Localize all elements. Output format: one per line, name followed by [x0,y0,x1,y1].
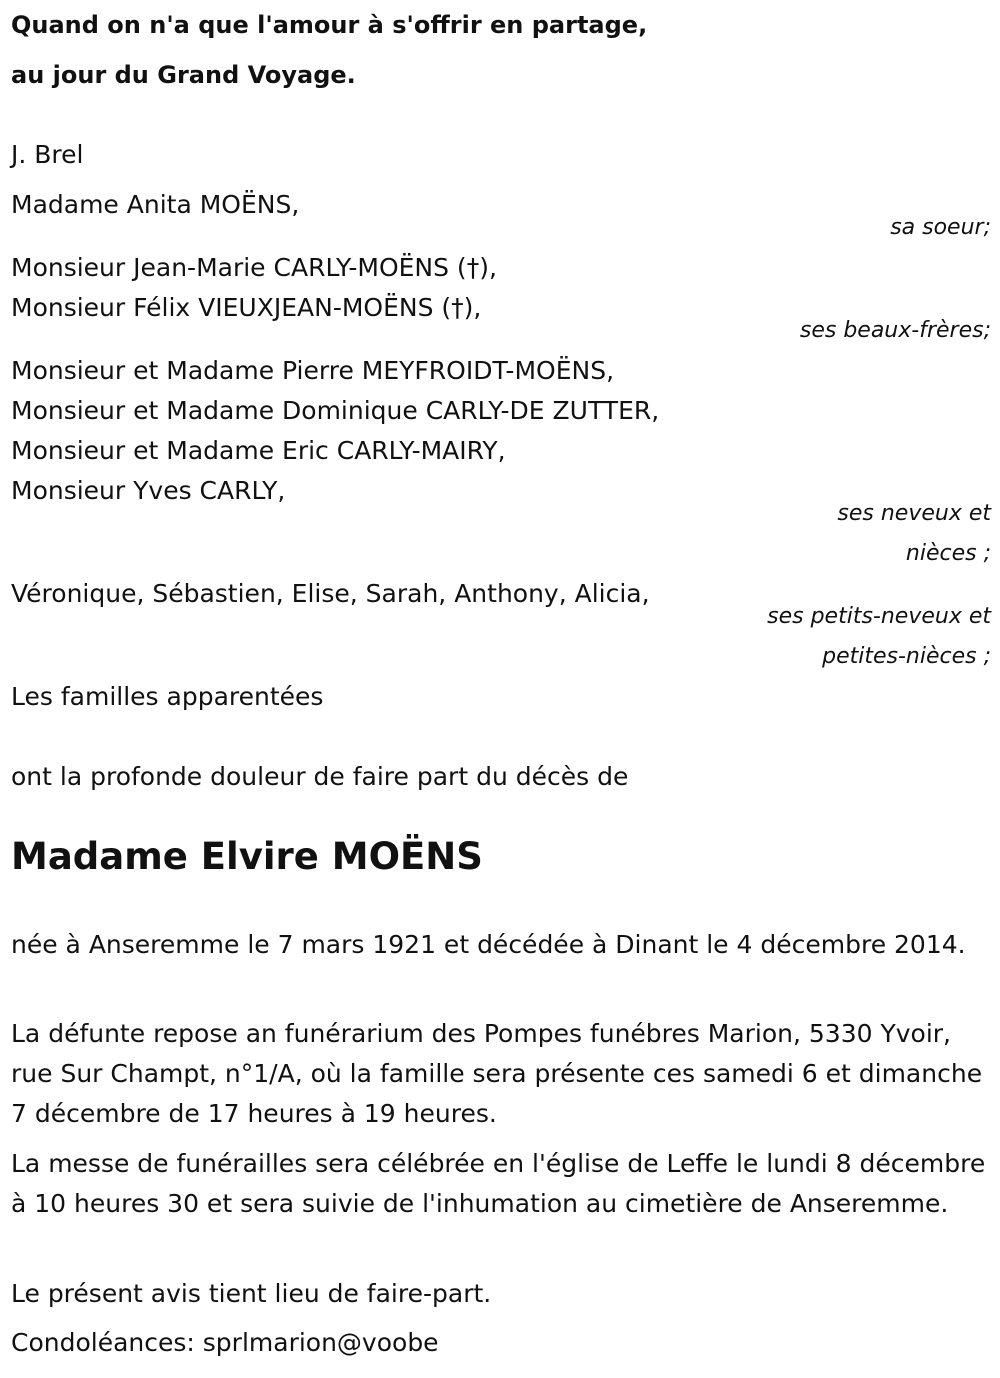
family-name: Monsieur et Madame Pierre MEYFROIDT-MOËNS, [11,356,615,385]
deceased-name: Madame Elvire MOËNS [11,835,483,878]
quote-line-2: au jour du Grand Voyage. [11,61,356,89]
family-name: Monsieur Félix VIEUXJEAN-MOËNS (†), [11,293,482,322]
relation-label: petites-nièces ; [822,644,991,669]
relation-label: ses neveux et [837,501,991,526]
family-name: Monsieur Yves CARLY, [11,476,286,505]
funerarium-paragraph: La défunte repose an funérarium des Pompes funébres Marion, 5330 Yvoir, rue Sur Champt, n°1/A, où la famille sera présente ces samedi 6 et dimanche 7 décembre de 17 heures à 19 heures. [11,1019,983,1128]
relation-label: ses beaux-frères; [799,318,991,343]
family-name: Madame Anita MOËNS, [11,190,300,219]
family-name: Monsieur et Madame Dominique CARLY-DE ZUTTER, [11,396,660,425]
announcement-text: ont la profonde douleur de faire part du décès de [11,762,629,791]
family-name: Monsieur Jean-Marie CARLY-MOËNS (†), [11,253,497,282]
obituary-notice [11,0,991,1378]
condolences-paragraph: Condoléances: sprlmarion@voobe [11,1328,439,1357]
quote-author: J. Brel [11,140,84,169]
relation-label: nièces ; [905,541,991,566]
relation-label: ses petits-neveux et [767,604,991,629]
quote-line-1: Quand on n'a que l'amour à s'offrir en partage, [11,11,648,39]
funeral-mass-paragraph: La messe de funérailles sera célébrée en l'église de Leffe le lundi 8 décembre à 10 heures 30 et sera suivie de l'inhumation au cimetière de Anseremme. [11,1149,986,1218]
family-name: Monsieur et Madame Eric CARLY-MAIRY, [11,436,506,465]
relation-label: sa soeur; [890,215,991,240]
related-families: Les familles apparentées [11,682,324,711]
family-name: Véronique, Sébastien, Elise, Sarah, Anthony, Alicia, [11,579,650,608]
birth-death-paragraph: née à Anseremme le 7 mars 1921 et décédée à Dinant le 4 décembre 2014. [11,930,966,959]
notice-paragraph: Le présent avis tient lieu de faire-part. [11,1279,492,1308]
